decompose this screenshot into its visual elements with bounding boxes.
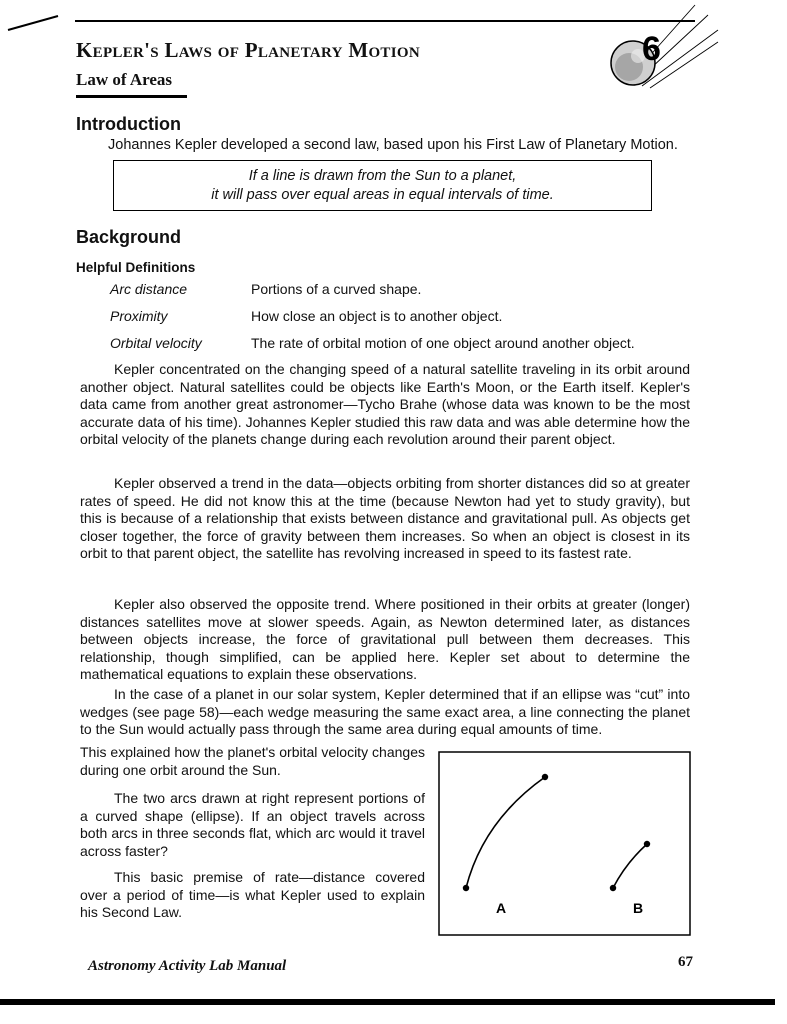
arc-a-start-dot [463,885,469,891]
introduction-heading: Introduction [76,114,181,134]
definition-text: The rate of orbital motion of one object around another object. [251,335,635,351]
definitions-heading: Helpful Definitions [76,260,196,275]
body-paragraph: Kepler concentrated on the changing speed of a natural satellite traveling in its orbit around another object. Natural satellites could be objects like Earth's Moon, or the Earth itself. Kepler's data came from another great astronomer—Tycho Brahe (whose data was known to be the most accurate data of his time). Johannes Kepler studied this raw data and was able determine how the orbital velocity of the planets change during each revolution around their parent object. [80,361,690,447]
arc-a-label: A [496,900,507,916]
body-paragraph: This basic premise of rate—distance covered over a period of time—is what Kepler used to explain his Second Law. [80,869,425,920]
definition-term: Arc distance [110,281,188,297]
law-statement-box [113,160,652,211]
chapter-number: 6 [642,30,661,68]
arc-b-label: B [633,900,644,916]
page-number: 67 [678,954,693,970]
bottom-rule [0,999,775,1005]
page-title: Kepler's Laws of Planetary Motion [76,38,420,62]
law-statement-line2: it will pass over equal areas in equal intervals of time. [211,187,554,203]
arc-a-end-dot [542,774,548,780]
definition-term: Proximity [110,308,168,324]
definition-text: How close an object is to another object. [251,308,503,324]
definition-term: Orbital velocity [110,335,202,351]
page-subtitle: Law of Areas [76,70,173,89]
subtitle-underline [76,95,187,98]
body-paragraph: In the case of a planet in our solar system, Kepler determined that if an ellipse was “cut” into wedges (see page 58)—each wedge measuring the same exact area, a line connecting the planet to the Sun would actually pass through the same area during equal amounts of time. [80,686,690,737]
body-paragraph: Kepler also observed the opposite trend. Where positioned in their orbits at greater (longer) distances satellites move at slower speeds. Again, as Newton determined later, as distances between objects increase, the force of gravitational pull between them decreases. This relationship, though simplified, can be applied here. Kepler set about to determine the mathematical equations to explain these observations. [80,596,690,682]
footer-manual-title: Astronomy Activity Lab Manual [88,958,287,974]
body-paragraph: The two arcs drawn at right represent portions of a curved shape (ellipse). If an object travels across both arcs in three seconds flat, which arc would it travel across faster? [80,790,425,859]
chapter-badge-icon [600,0,720,110]
definition-text: Portions of a curved shape. [251,281,422,297]
arc-b-start-dot [610,885,616,891]
arc-b-end-dot [644,841,650,847]
body-paragraph: This explained how the planet's orbital velocity changes during one orbit around the Sun. [80,744,425,778]
background-heading: Background [76,227,182,247]
arc-comparison-diagram [438,751,691,936]
body-paragraph: Kepler observed a trend in the data—objects orbiting from shorter distances did so at greater rates of speed. He did not know this at the time (because Newton had yet to study gravity), but this is because of a relationship that exists between distance and gravitational pull. As objects get closer together, the force of gravity between them increases. So when an object is closest in its orbit to that parent object, the satellite has revolving increased in speed to its fastest rate. [80,475,690,561]
introduction-text: Johannes Kepler developed a second law, based upon his First Law of Planetary Motion. [108,137,678,153]
law-statement-line1: If a line is drawn from the Sun to a planet, [248,168,517,184]
